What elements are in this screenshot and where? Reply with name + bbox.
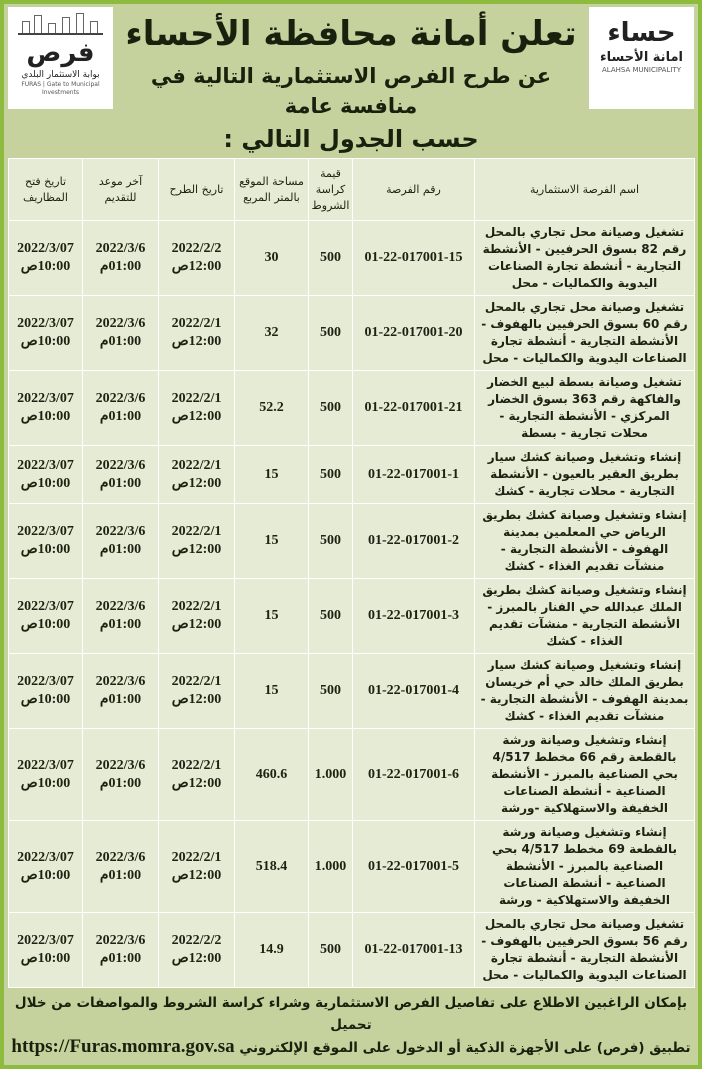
date: 2022/2/1 bbox=[171, 599, 222, 614]
opening-date bbox=[9, 296, 83, 371]
booklet-price: 500 bbox=[309, 579, 353, 654]
col-name: اسم الفرصة الاستثمارية bbox=[475, 159, 695, 221]
site-area: 15 bbox=[235, 446, 309, 504]
time: 10:00ص bbox=[20, 409, 71, 424]
date: 2022/2/2 bbox=[171, 241, 222, 256]
opening-date bbox=[9, 729, 83, 821]
time: 10:00ص bbox=[20, 259, 71, 274]
furas-logo bbox=[8, 7, 113, 109]
post-date bbox=[159, 221, 235, 296]
opportunity-name: إنشاء وتشغيل وصيانة ورشة بالقطعة 69 مخطط 4/517 بحي الصناعية بالمبرز - الأنشطة الصناعية - أنشطة الصناعات الخفيفة والاستهلاكية - ورشة bbox=[475, 821, 695, 913]
time: 01:00م bbox=[99, 867, 142, 883]
opening-date bbox=[9, 821, 83, 913]
opening-date bbox=[9, 504, 83, 579]
time: 10:00ص bbox=[20, 334, 71, 349]
table-header bbox=[9, 159, 695, 221]
booklet-price: 500 bbox=[309, 654, 353, 729]
footer-line-1: بإمكان الراغبين الاطلاع على تفاصيل الفرص الاستثمارية وشراء كراسة الشروط والمواصفات من خلال تحميل bbox=[14, 995, 688, 1033]
post-date bbox=[159, 913, 235, 988]
time: 10:00ص bbox=[20, 951, 71, 966]
opportunity-number: 01-22-017001-13 bbox=[353, 913, 475, 988]
opening-date bbox=[9, 913, 83, 988]
time: 12:00ص bbox=[171, 542, 222, 557]
header-text bbox=[117, 7, 585, 121]
post-date bbox=[159, 446, 235, 504]
opportunities-table bbox=[8, 158, 695, 988]
time: 12:00ص bbox=[171, 475, 222, 491]
post-date bbox=[159, 371, 235, 446]
table-row bbox=[9, 504, 695, 579]
site-area: 52.2 bbox=[235, 371, 309, 446]
site-area: 15 bbox=[235, 579, 309, 654]
site-area: 15 bbox=[235, 504, 309, 579]
opportunity-number: 01-22-017001-5 bbox=[353, 821, 475, 913]
site-area: 460.6 bbox=[235, 729, 309, 821]
time: 01:00م bbox=[99, 951, 142, 966]
subtitle-2: حسب الجدول التالي : bbox=[223, 125, 479, 153]
time: 01:00م bbox=[99, 259, 142, 274]
opportunity-name: إنشاء وتشغيل وصيانة كشك بطريق الملك عبدالله حي الفنار بالمبرز - الأنشطة التجارية - منشآت تقديم الغذاء - كشك bbox=[475, 579, 695, 654]
date: 2022/3/6 bbox=[95, 599, 146, 614]
post-date bbox=[159, 654, 235, 729]
opportunity-number: 01-22-017001-1 bbox=[353, 446, 475, 504]
time: 12:00ص bbox=[171, 334, 222, 349]
opportunity-number: 01-22-017001-4 bbox=[353, 654, 475, 729]
time: 12:00ص bbox=[171, 867, 222, 883]
time: 01:00م bbox=[99, 334, 142, 349]
time: 01:00م bbox=[99, 542, 142, 557]
post-date bbox=[159, 504, 235, 579]
opportunity-name: تشغيل وصيانة محل تجاري بالمحل رقم 56 بسوق الحرفيين بالهفوف - الأنشطة التجارية - أنشطة تجارة الصناعات اليدوية والكماليات - محل bbox=[475, 913, 695, 988]
deadline bbox=[83, 913, 159, 988]
advertisement bbox=[4, 4, 698, 1065]
date: 2022/3/6 bbox=[95, 241, 146, 256]
opportunity-name: إنشاء وتشغيل وصيانة كشك سيار بطريق العقير بالعيون - الأنشطة التجارية - محلات تجارية - كشك bbox=[475, 446, 695, 504]
logo-glyph: فرص bbox=[26, 38, 95, 68]
table-row bbox=[9, 729, 695, 821]
date: 2022/2/1 bbox=[171, 457, 222, 473]
logo-english: FURAS | Gate to Municipal Investments bbox=[21, 81, 100, 96]
date: 2022/3/6 bbox=[95, 849, 146, 865]
site-area: 15 bbox=[235, 654, 309, 729]
deadline bbox=[83, 729, 159, 821]
date: 2022/3/6 bbox=[95, 757, 146, 773]
date: 2022/3/07 bbox=[17, 524, 74, 539]
opportunity-name: إنشاء وتشغيل وصيانة كشك بطريق الرياض حي المعلمين بمدينة الهفوف - الأنشطة التجارية - منشآت تقديم الغذاء - كشك bbox=[475, 504, 695, 579]
deadline bbox=[83, 821, 159, 913]
booklet-price: 500 bbox=[309, 446, 353, 504]
opportunity-number: 01-22-017001-20 bbox=[353, 296, 475, 371]
time: 12:00ص bbox=[171, 775, 222, 791]
opportunity-name: تشغيل وصيانة محل تجاري بالمحل رقم 60 بسوق الحرفيين بالهفوف - الأنشطة التجارية - أنشطة تجارة الصناعات اليدوية والكماليات - محل bbox=[475, 296, 695, 371]
deadline bbox=[83, 579, 159, 654]
date: 2022/2/1 bbox=[171, 316, 222, 331]
date: 2022/2/2 bbox=[171, 933, 222, 948]
date: 2022/3/07 bbox=[17, 241, 74, 256]
deadline bbox=[83, 654, 159, 729]
date: 2022/3/07 bbox=[17, 316, 74, 331]
date: 2022/2/1 bbox=[171, 391, 222, 406]
opening-date bbox=[9, 446, 83, 504]
time: 01:00م bbox=[99, 475, 142, 491]
logo-arabic: بوابة الاستثمار البلدي bbox=[21, 70, 100, 80]
deadline bbox=[83, 504, 159, 579]
opportunity-number: 01-22-017001-21 bbox=[353, 371, 475, 446]
post-date bbox=[159, 729, 235, 821]
booklet-price: 500 bbox=[309, 296, 353, 371]
opportunity-name: إنشاء وتشغيل وصيانة ورشة بالقطعة رقم 66 مخطط 4/517 بحي الصناعية بالمبرز - الأنشطة الصناعية - أنشطة الصناعات الخفيفة والاستهلاكية -ورشة bbox=[475, 729, 695, 821]
booklet-price: 500 bbox=[309, 371, 353, 446]
time: 12:00ص bbox=[171, 409, 222, 424]
table-row bbox=[9, 579, 695, 654]
table-row bbox=[9, 296, 695, 371]
booklet-price: 1.000 bbox=[309, 821, 353, 913]
table-row bbox=[9, 654, 695, 729]
date: 2022/2/1 bbox=[171, 524, 222, 539]
site-area: 518.4 bbox=[235, 821, 309, 913]
date: 2022/3/6 bbox=[95, 524, 146, 539]
booklet-price: 500 bbox=[309, 913, 353, 988]
deadline bbox=[83, 221, 159, 296]
col-opening: تاريخ فتح المظاريف bbox=[9, 159, 83, 221]
booklet-price: 1.000 bbox=[309, 729, 353, 821]
col-area: مساحة الموقع بالمتر المربع bbox=[235, 159, 309, 221]
date: 2022/3/6 bbox=[95, 933, 146, 948]
date: 2022/3/6 bbox=[95, 316, 146, 331]
date: 2022/2/1 bbox=[171, 674, 222, 689]
time: 10:00ص bbox=[20, 692, 71, 707]
date: 2022/2/1 bbox=[171, 849, 222, 865]
time: 10:00ص bbox=[20, 475, 71, 491]
site-area: 32 bbox=[235, 296, 309, 371]
opportunity-number: 01-22-017001-6 bbox=[353, 729, 475, 821]
date: 2022/3/07 bbox=[17, 757, 74, 773]
time: 01:00م bbox=[99, 692, 142, 707]
logo-glyph: حساء bbox=[607, 18, 676, 48]
deadline bbox=[83, 371, 159, 446]
opening-date bbox=[9, 579, 83, 654]
time: 12:00ص bbox=[171, 692, 222, 707]
logo-english: ALAHSA MUNICIPALITY bbox=[602, 66, 681, 74]
booklet-price: 500 bbox=[309, 504, 353, 579]
site-area: 30 bbox=[235, 221, 309, 296]
col-deadline: آخر موعد للتقديم bbox=[83, 159, 159, 221]
post-date bbox=[159, 579, 235, 654]
opportunity-name: تشغيل وصيانة بسطة لبيع الخضار والفاكهة رقم 363 بسوق الخضار المركزي - الأنشطة التجارية - محلات تجارية - بسطة bbox=[475, 371, 695, 446]
post-date bbox=[159, 821, 235, 913]
date: 2022/3/07 bbox=[17, 599, 74, 614]
skyline-icon bbox=[18, 13, 103, 35]
opening-date bbox=[9, 371, 83, 446]
date: 2022/3/07 bbox=[17, 457, 74, 473]
time: 10:00ص bbox=[20, 775, 71, 791]
date: 2022/2/1 bbox=[171, 757, 222, 773]
opportunity-name: تشغيل وصيانة محل تجاري بالمحل رقم 82 بسوق الحرفيين - الأنشطة التجارية - أنشطة تجارة الصناعات اليدوية والكماليات - محل bbox=[475, 221, 695, 296]
table-row bbox=[9, 821, 695, 913]
alahsa-municipality-logo bbox=[589, 7, 694, 109]
date: 2022/3/07 bbox=[17, 933, 74, 948]
time: 10:00ص bbox=[20, 867, 71, 883]
time: 01:00م bbox=[99, 775, 142, 791]
opportunity-number: 01-22-017001-2 bbox=[353, 504, 475, 579]
date: 2022/3/07 bbox=[17, 849, 74, 865]
time: 12:00ص bbox=[171, 617, 222, 632]
opening-date bbox=[9, 221, 83, 296]
header bbox=[8, 7, 694, 121]
col-price: قيمة كراسة الشروط bbox=[309, 159, 353, 221]
date: 2022/3/07 bbox=[17, 391, 74, 406]
subtitle: عن طرح الفرص الاستثمارية التالية في منافسة عامة bbox=[150, 64, 552, 118]
date: 2022/3/07 bbox=[17, 674, 74, 689]
site-area: 14.9 bbox=[235, 913, 309, 988]
time: 01:00م bbox=[99, 617, 142, 632]
time: 12:00ص bbox=[171, 951, 222, 966]
post-date bbox=[159, 296, 235, 371]
table-row bbox=[9, 221, 695, 296]
table-row bbox=[9, 446, 695, 504]
opening-date bbox=[9, 654, 83, 729]
logo-arabic: امانة الأحساء bbox=[600, 50, 683, 65]
date: 2022/3/6 bbox=[95, 457, 146, 473]
furas-website-link[interactable]: https://Furas.momra.gov.sa bbox=[11, 1036, 235, 1057]
table-row bbox=[9, 913, 695, 988]
col-number: رقم الفرصة bbox=[353, 159, 475, 221]
time: 10:00ص bbox=[20, 542, 71, 557]
opportunity-number: 01-22-017001-3 bbox=[353, 579, 475, 654]
opportunity-number: 01-22-017001-15 bbox=[353, 221, 475, 296]
booklet-price: 500 bbox=[309, 221, 353, 296]
time: 12:00ص bbox=[171, 259, 222, 274]
page-title: تعلن أمانة محافظة الأحساء bbox=[125, 14, 577, 54]
footer-line-2: تطبيق (فرص) على الأجهزة الذكية أو الدخول على الموقع الإلكتروني bbox=[239, 1040, 691, 1056]
deadline bbox=[83, 446, 159, 504]
col-post-date: تاريخ الطرح bbox=[159, 159, 235, 221]
date: 2022/3/6 bbox=[95, 391, 146, 406]
opportunity-name: إنشاء وتشغيل وصيانة كشك سيار بطريق الملك خالد حي أم خريسان بمدينة الهفوف - الأنشطة التجارية - منشآت تقديم الغذاء - كشك bbox=[475, 654, 695, 729]
footer-note bbox=[8, 992, 694, 1059]
time: 10:00ص bbox=[20, 617, 71, 632]
deadline bbox=[83, 296, 159, 371]
table-row bbox=[9, 371, 695, 446]
date: 2022/3/6 bbox=[95, 674, 146, 689]
time: 01:00م bbox=[99, 409, 142, 424]
